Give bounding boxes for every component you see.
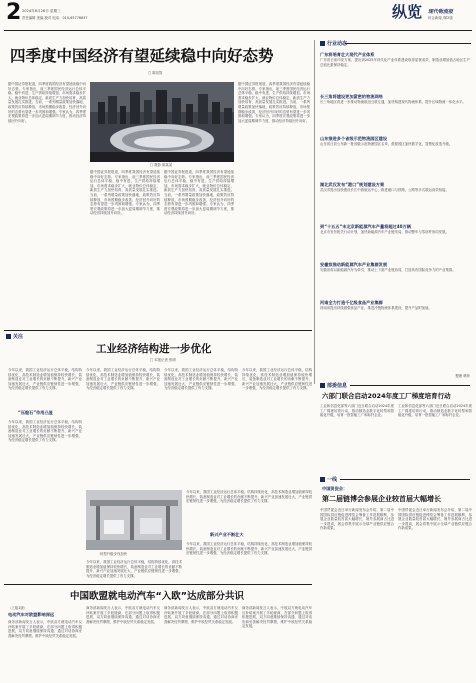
bottom-body-col1: 商务部新闻发言人表示，中欧双方就电动汽车反补贴案开展了多轮磋商，在部分问题上取得积极进展，双方同意继续保持沟通，通过对话协商妥善解决经贸摩擦，维护中欧经贸关系稳定发展。	[8, 620, 82, 638]
line-kicker: 中国贸促会：	[322, 486, 348, 491]
section-marker-icon	[320, 477, 325, 482]
lead-body-col4: 据中国证券报报道，四季度我国经济有望延续稳中向好态势。专家指出，前三季度国民经济运行总体平稳、稳中有进，生产供给持续增加，市场需求稳步扩大，就业物价总体稳定，新质生产力加快培育，高质量发展扎实推进。当前，一系列增量政策加快落地，政策效应持续释放，市场预期稳步改善，经济回升向好的态势有望进一步巩固和增强。专家认为，四季度宏观政策将进一步加大逆周期调节力度，推动经济持续回升向好。	[238, 82, 310, 123]
brief-rule	[350, 385, 470, 386]
list-item: 湖北武汉发布“港口”规划建设方案 武汉市提出加快建设长江中游航运中心，推进港口与铁路、公路等多式联运高效衔接。	[320, 182, 449, 192]
middle-subhead-right: 新兴产业不断壮大	[210, 532, 244, 537]
list-item: 安徽拟推动新能源汽车产业集群发展 安徽省将以新能源汽车为牵引，推动上下游产业链协同，打造具有国际竞争力的产业集群。	[320, 262, 456, 272]
vertical-divider	[314, 40, 315, 384]
side-credit: 整理 韩菲	[455, 374, 470, 378]
bottom-kicker: （上接1版）	[8, 606, 28, 610]
middle-body-col4: 今年以来，我国工业经济运行总体平稳，结构持续优化，高技术制造业增加值保持较快增长，装备制造业对工业增长的贡献不断提升，新兴产业加速发展壮大，产业链供应链韧性进一步增强，为经济稳定增长提供了有力支撑。	[242, 368, 312, 391]
line-section-label: 一线	[320, 476, 337, 483]
brief-body-col2: 工业和信息化部等六部门近日联合启动2024年度工厂梯度培育行动，推动制造业数字化转型和智能化升级，培育一批智能工厂和标杆企业。	[398, 404, 472, 418]
section-marker-icon	[6, 334, 11, 339]
bottom-body-col2: 商务部新闻发言人表示，中欧双方就电动汽车反补贴案开展了多轮磋商，在部分问题上取得积极进展，双方同意继续保持沟通，通过对话协商妥善解决经贸摩擦，维护中欧经贸关系稳定发展。	[86, 606, 160, 624]
line-rule	[340, 479, 470, 480]
middle-body-col6: 今年以来，我国工业经济运行总体平稳，结构持续优化，高技术制造业增加值保持较快增长，装备制造业对工业增长的贡献不断提升，新兴产业加速发展壮大，产业链供应链韧性进一步增强，为经济稳定增长提供了有力支撑。	[186, 542, 312, 556]
editor-line: 责任编辑 美编 校对 电话：010-65776637	[22, 16, 88, 20]
bottom-body-col3: 商务部新闻发言人表示，中欧双方就电动汽车反补贴案开展了多轮磋商，在部分问题上取得积极进展，双方同意继续保持沟通，通过对话协商妥善解决经贸摩擦，维护中欧经贸关系稳定发展。	[164, 606, 238, 624]
middle-photo-caption: 转型升级步伐加快	[100, 552, 128, 556]
lead-photo-caption: □ 摄影 陈某某	[150, 163, 173, 167]
brief-section-label: 部委信息	[320, 382, 347, 389]
bottom-body-col4: 商务部新闻发言人表示，中欧双方就电动汽车反补贴案开展了多轮磋商，在部分问题上取得积极进展，双方同意继续保持沟通，通过对话协商妥善解决经贸摩擦，维护中欧经贸关系稳定发展。	[242, 606, 312, 629]
list-item: 到“十五五”末北京新能源汽车产量将超过40万辆 北京市发布相关行动计划，加快新能源汽车产业链布局，推动整车与零部件协同发展。	[320, 224, 449, 234]
line-body-col1: 中国贸促会近日举行新闻发布会介绍，第二届中国国际供应链促进博览会筹备工作进展顺利，参展企业数量较首届大幅增长，境外参展商占比进一步提高，展会将集中展示全球产业链供应链合作新成果。	[320, 508, 394, 531]
middle-photo	[86, 490, 182, 550]
list-item: 山东推进多个省级示范物流园区建设 山东省日前公布新一批省级示范物流园区名单，鼓励园区加快数字化、智慧化改造升级。	[320, 136, 453, 146]
paper-name: 现代物流报	[428, 9, 454, 15]
lead-headline: 四季度中国经济有望延续稳中向好态势	[10, 47, 274, 65]
lead-photo	[90, 82, 234, 162]
bottom-rule	[4, 584, 312, 585]
bottom-headline: 中国欧盟就电动汽车“入欧”达成部分共识	[70, 591, 244, 602]
lead-body-col2: 据中国证券报报道，四季度我国经济有望延续稳中向好态势。专家指出，前三季度国民经济运行总体平稳、稳中有进，生产供给持续增加，市场需求稳步扩大，就业物价总体稳定，新质生产力加快培育，高质量发展扎实推进。当前，一系列增量政策加快落地，政策效应持续释放，市场预期稳步改善，经济回升向好的态势有望进一步巩固和增强。专家认为，四季度宏观政策将进一步加大逆周期调节力度，推动经济持续回升向好。	[90, 170, 160, 216]
masthead-rule	[4, 30, 472, 31]
middle-rule	[4, 330, 312, 331]
middle-subhead-left: “压舱石”作用凸显	[18, 410, 53, 415]
lead-body-col3: 据中国证券报报道，四季度我国经济有望延续稳中向好态势。专家指出，前三季度国民经济运行总体平稳、稳中有进，生产供给持续增加，市场需求稳步扩大，就业物价总体稳定，新质生产力加快培育，高质量发展扎实推进。当前，一系列增量政策加快落地，政策效应持续释放，市场预期稳步改善，经济回升向好的态势有望进一步巩固和增强。专家认为，四季度宏观政策将进一步加大逆周期调节力度，推动经济持续回升向好。	[164, 170, 234, 216]
side-rule	[345, 43, 471, 44]
bottom-left-title: 电动汽车对欧盟影响深远	[8, 612, 55, 617]
lead-body-col1: 据中国证券报报道，四季度我国经济有望延续稳中向好态势。专家指出，前三季度国民经济运行总体平稳、稳中有进，生产供给持续增加，市场需求稳步扩大，就业物价总体稳定，新质生产力加快培育，高质量发展扎实推进。当前，一系列增量政策加快落地，政策效应持续释放，市场预期稳步改善，经济回升向好的态势有望进一步巩固和增强。专家认为，四季度宏观政策将进一步加大逆周期调节力度，推动经济持续回升向好。	[8, 82, 86, 123]
middle-section-label: 关注	[6, 333, 23, 340]
edition-label: 综合新闻 /第2版	[428, 16, 453, 20]
section-name: 纵览	[392, 3, 423, 21]
side-items	[320, 52, 470, 372]
brief-body-col1: 工业和信息化部等六部门近日联合启动2024年度工厂梯度培育行动，推动制造业数字化转型和智能化升级，培育一批智能工厂和标杆企业。	[320, 404, 394, 418]
middle-body-col3: 今年以来，我国工业经济运行总体平稳，结构持续优化，高技术制造业增加值保持较快增长，装备制造业对工业增长的贡献不断提升，新兴产业加速发展壮大，产业链供应链韧性进一步增强，为经济稳定增长提供了有力支撑。	[164, 368, 238, 391]
middle-body-col7: 今年以来，我国工业经济运行总体平稳，结构持续优化，高技术制造业增加值保持较快增长，装备制造业对工业增长的贡献不断提升，新兴产业加速发展壮大，产业链供应链韧性进一步增强，为经济稳定增长提供了有力支撑。	[86, 560, 182, 578]
middle-byline: □ 本报记者 张明	[150, 358, 176, 362]
middle-headline: 工业经济结构进一步优化	[96, 343, 212, 355]
page-number: 2	[6, 0, 22, 25]
section-marker-icon	[320, 383, 325, 388]
date-line: 2024年6月26日 星期三	[22, 9, 61, 13]
list-item: 河南全力打造千亿级食品产业集群 河南省提出持续做强食品产业，推进冷链物流体系建设，提升产品附加值。	[320, 300, 432, 310]
line-headline: 第二届链博会参展企业较首届大幅增长	[322, 495, 441, 503]
side-section-label: 行业动态	[320, 40, 347, 47]
middle-body-col1: 今年以来，我国工业经济运行总体平稳，结构持续优化，高技术制造业增加值保持较快增长，装备制造业对工业增长的贡献不断提升，新兴产业加速发展壮大，产业链供应链韧性进一步增强，为经济稳定增长提供了有力支撑。	[8, 368, 82, 391]
middle-body-col2: 今年以来，我国工业经济运行总体平稳，结构持续优化，高技术制造业增加值保持较快增长，装备制造业对工业增长的贡献不断提升，新兴产业加速发展壮大，产业链供应链韧性进一步增强，为经济稳定增长提供了有力支撑。	[86, 368, 160, 391]
middle-body-col1b: 今年以来，我国工业经济运行总体平稳，结构持续优化，高技术制造业增加值保持较快增长，装备制造业对工业增长的贡献不断提升，新兴产业加速发展壮大，产业链供应链韧性进一步增强，为经济稳定增长提供了有力支撑。	[8, 420, 82, 443]
list-item: 长三角将建设更加紧密的物流网络 长三角地区将进一步推动物流枢纽互联互通，加快构建现代物流体系，提升区域物流一体化水平。	[320, 94, 466, 104]
brief-headline: 六部门联合启动2024年度工厂梯度培育行动	[322, 392, 451, 400]
lead-byline: □ 陈信智	[148, 71, 163, 75]
middle-body-col5: 今年以来，我国工业经济运行总体平稳，结构持续优化，高技术制造业增加值保持较快增长，装备制造业对工业增长的贡献不断提升，新兴产业加速发展壮大，产业链供应链韧性进一步增强，为经济稳定增长提供了有力支撑。	[186, 490, 312, 504]
list-item: 广东将培育壮大现代产业体系 广东省日前印发方案，提出到2025年现代化产业体系建设取得显著成效，制造业增加值占地区生产总值比重保持稳定。	[320, 52, 470, 67]
masthead	[0, 0, 476, 34]
cityscape-image	[90, 82, 234, 162]
line-body-col2: 中国贸促会近日举行新闻发布会介绍，第二届中国国际供应链促进博览会筹备工作进展顺利，参展企业数量较首届大幅增长，境外参展商占比进一步提高，展会将集中展示全球产业链供应链合作新成果。	[398, 508, 472, 531]
section-marker-icon	[320, 41, 325, 46]
factory-image	[86, 490, 182, 550]
